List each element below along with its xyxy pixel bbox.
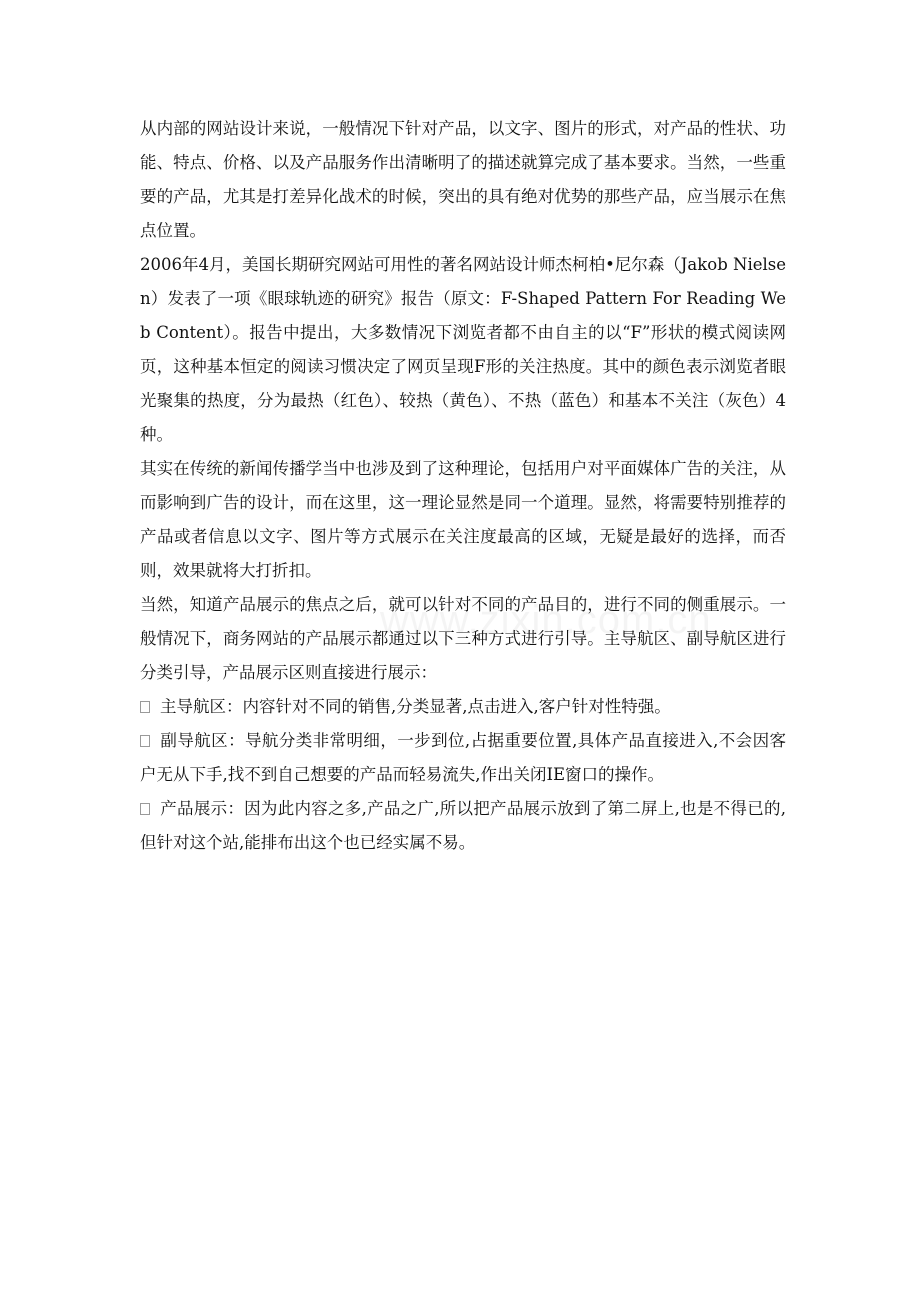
document-body bbox=[140, 112, 786, 860]
bullet-sub-nav bbox=[140, 724, 786, 792]
bullet-product-display bbox=[140, 792, 786, 860]
bullet-main-nav-text: 主导航区：内容针对不同的销售,分类显著,点击进入,客户针对性特强。 bbox=[160, 697, 671, 716]
bullet-main-nav bbox=[140, 690, 786, 724]
bullet-product-display-text: 产品展示：因为此内容之多,产品之广,所以把产品展示放到了第二屏上,也是不得已的,但针对这个站,能排布出这个也已经实属不易。 bbox=[140, 799, 786, 852]
paragraph-intro: 从内部的网站设计来说，一般情况下针对产品，以文字、图片的形式，对产品的性状、功能、特点、价格、以及产品服务作出清晰明了的描述就算完成了基本要求。当然，一些重要的产品，尤其是打差异化战术的时候，突出的具有绝对优势的那些产品，应当展示在焦点位置。 bbox=[140, 119, 786, 240]
bullet-box-icon bbox=[140, 803, 150, 815]
bullet-box-icon bbox=[140, 701, 150, 713]
paragraph-media-theory: 其实在传统的新闻传播学当中也涉及到了这种理论，包括用户对平面媒体广告的关注，从而影响到广告的设计，而在这里，这一理论显然是同一个道理。显然，将需要特别推荐的产品或者信息以文字、图片等方式展示在关注度最高的区域，无疑是最好的选择，而否则，效果就将大打折扣。 bbox=[140, 459, 786, 580]
bullet-box-icon bbox=[140, 735, 150, 747]
paragraph-product-focus: 当然，知道产品展示的焦点之后，就可以针对不同的产品目的，进行不同的侧重展示。一般情况下，商务网站的产品展示都通过以下三种方式进行引导。主导航区、副导航区进行分类引导，产品展示区则直接进行展示： bbox=[140, 595, 786, 682]
bullet-sub-nav-text: 副导航区：导航分类非常明细，一步到位,占据重要位置,具体产品直接进入,不会因客户无从下手,找不到自己想要的产品而轻易流失,作出关闭IE窗口的操作。 bbox=[140, 731, 786, 784]
paragraph-nielsen-study: 2006年4月，美国长期研究网站可用性的著名网站设计师杰柯柏•尼尔森（Jakob Nielsen）发表了一项《眼球轨迹的研究》报告（原文：F-Shaped Pattern For Reading Web Content）。报告中提出，大多数情况下浏览者都不由自主的以“F”形状的模式阅读网页，这种基本恒定的阅读习惯决定了网页呈现F形的关注热度。其中的颜色表示浏览者眼光聚集的热度，分为最热（红色）、较热（黄色）、不热（蓝色）和基本不关注（灰色）4种。 bbox=[140, 255, 786, 444]
